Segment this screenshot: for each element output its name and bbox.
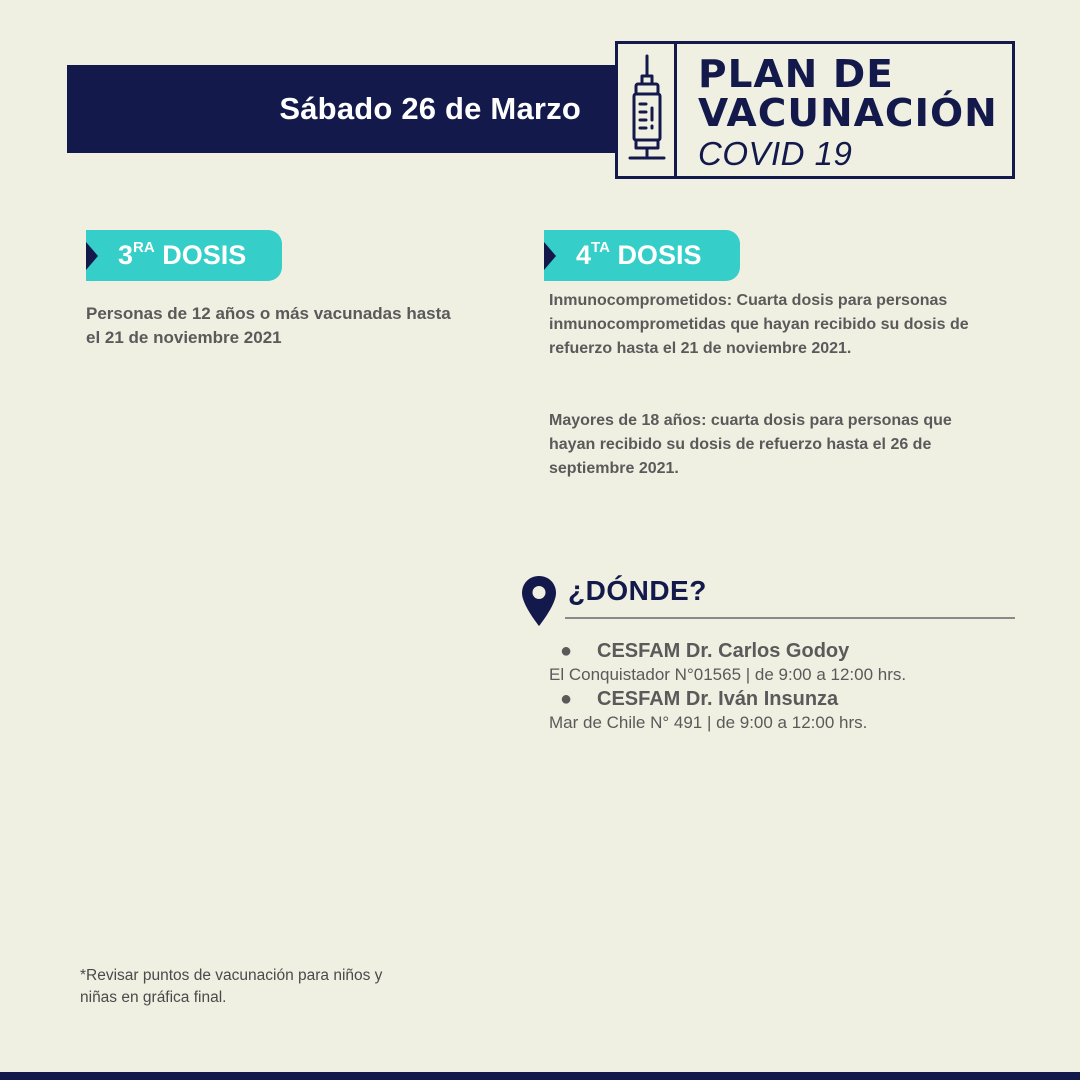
logo-subtitle: COVID 19 — [698, 135, 853, 172]
logo-title-line2: VACUNACIÓN — [698, 91, 998, 136]
dose4-suffix: TA — [591, 239, 610, 256]
footnote: *Revisar puntos de vacunación para niños y niñas en gráfica final. — [80, 967, 383, 1006]
dose4-adults-text: Mayores de 18 años: cuarta dosis para personas que hayan recibido su dosis de refuerzo hasta el 26 de septiembre 2021. — [549, 412, 952, 477]
tag-notch — [544, 242, 556, 270]
location-pin-icon — [520, 574, 558, 628]
bottom-bar — [0, 1072, 1080, 1080]
bullet-icon: ● — [560, 688, 573, 710]
dose4-tag — [544, 230, 740, 281]
dose3-number: 3 — [118, 240, 134, 270]
dose4-immunocompromised-text: Inmunocomprometidos: Cuarta dosis para personas inmunocomprometidas que hayan recibido su dosis de refuerzo hasta el 21 de noviembre 2021. — [549, 292, 969, 357]
dose4-word: DOSIS — [617, 240, 702, 270]
date-banner — [67, 65, 617, 153]
logo-divider — [674, 44, 677, 176]
where-divider — [565, 617, 1015, 619]
vaccination-plan-logo — [615, 41, 1015, 179]
where-title: ¿DÓNDE? — [568, 575, 707, 606]
dose3-description: Personas de 12 años o más vacunadas hasta el 21 de noviembre 2021 — [86, 304, 451, 347]
location-name: CESFAM Dr. Iván Insunza — [597, 688, 839, 710]
syringe-icon — [626, 54, 668, 166]
dose3-suffix: RA — [133, 239, 155, 256]
tag-notch — [86, 242, 98, 270]
dose4-number: 4 — [576, 240, 592, 270]
logo-title-line1: PLAN DE — [698, 52, 894, 97]
dose3-tag — [86, 230, 282, 281]
location-name: CESFAM Dr. Carlos Godoy — [597, 640, 850, 662]
location-address: El Conquistador N°01565 | de 9:00 a 12:00 hrs. — [549, 665, 907, 684]
dose3-word: DOSIS — [162, 240, 247, 270]
bullet-icon: ● — [560, 640, 573, 662]
date-text: Sábado 26 de Marzo — [279, 91, 581, 126]
location-address: Mar de Chile N° 491 | de 9:00 a 12:00 hrs. — [549, 713, 868, 732]
